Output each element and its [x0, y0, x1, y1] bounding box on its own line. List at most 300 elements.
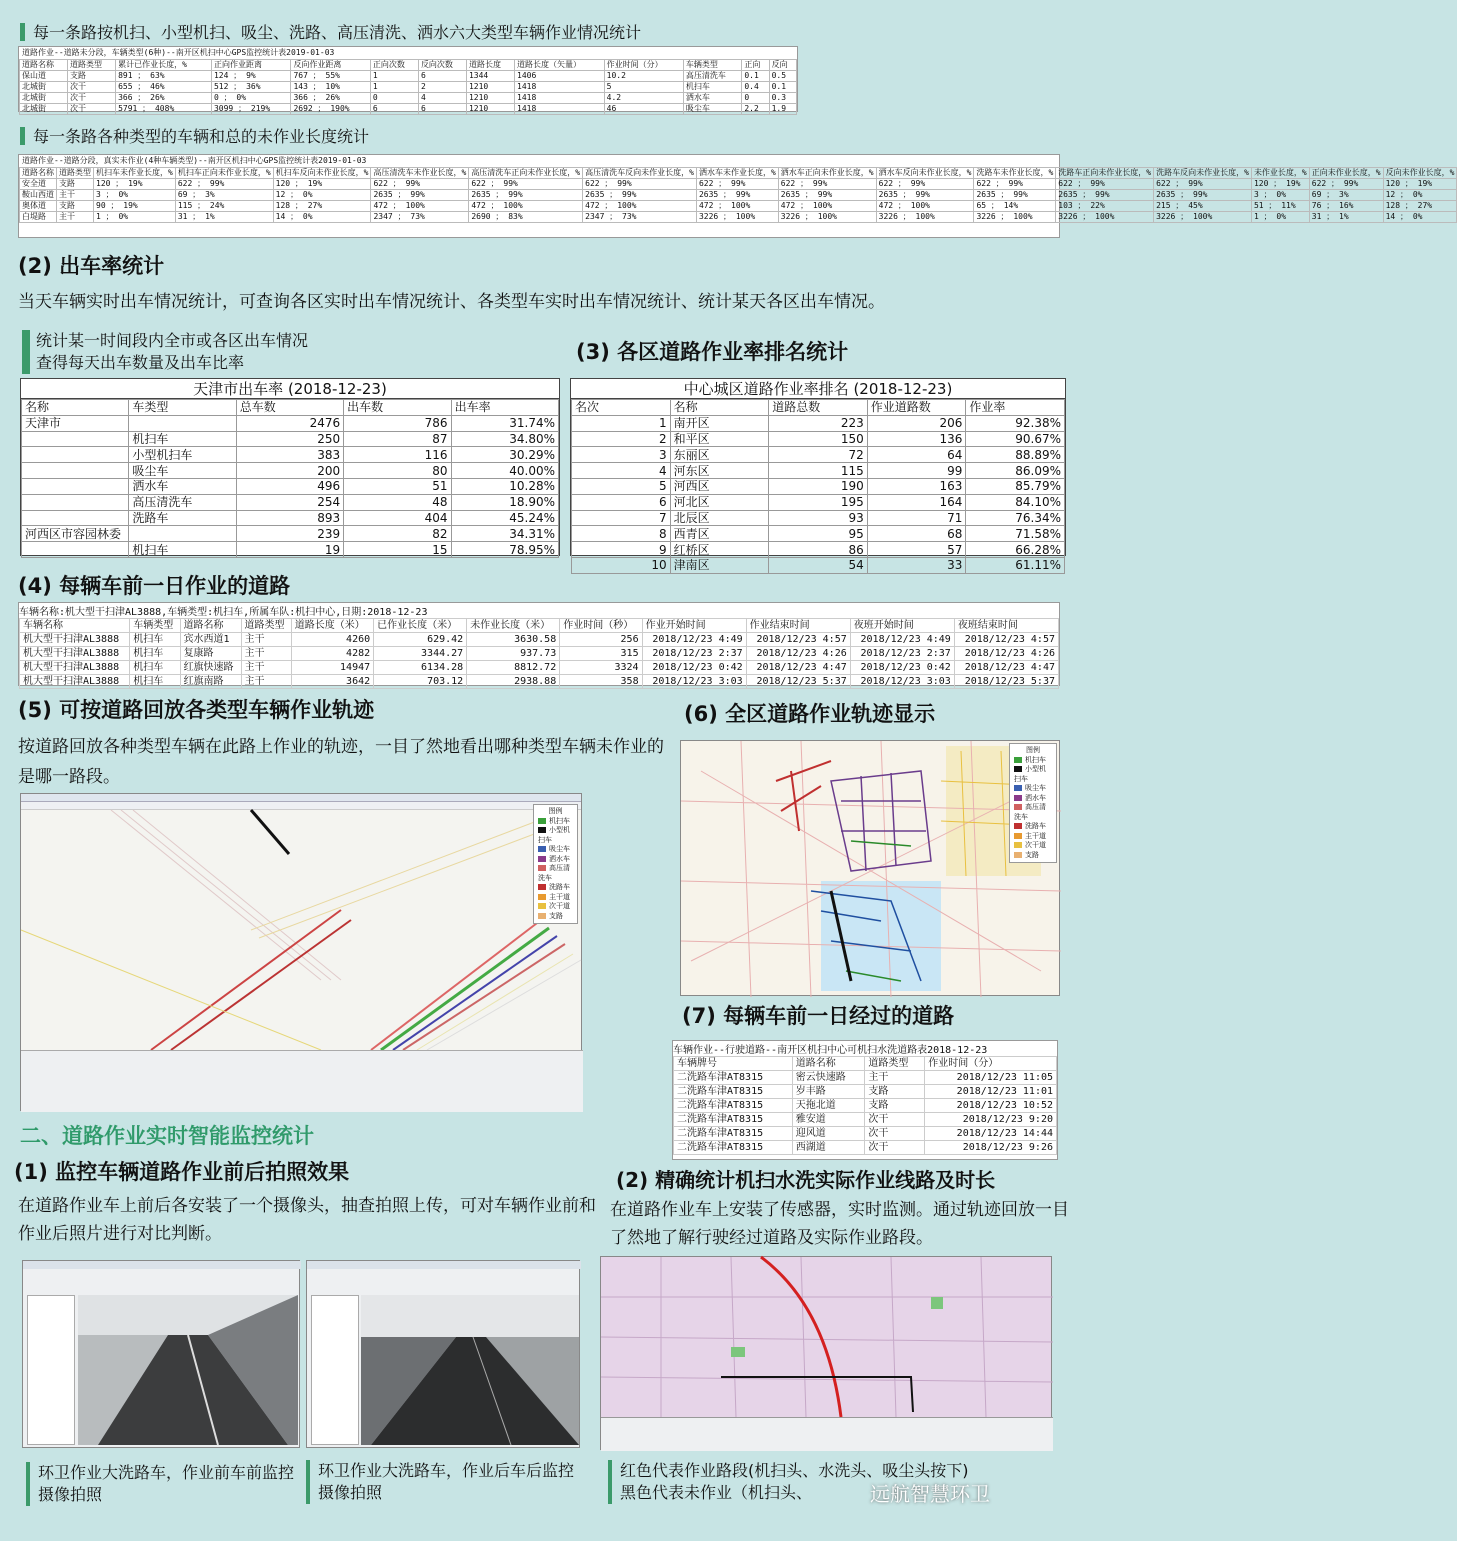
table-cell: 2018/12/23 4:49: [642, 633, 746, 647]
table-cell: 机扫车: [130, 675, 180, 689]
table-cell: 124 ； 9%: [211, 71, 290, 82]
table-cell: 1210: [466, 104, 514, 115]
top-heading-1: [20, 20, 641, 43]
table-cell: 19: [236, 542, 343, 558]
table-cell: 6: [370, 104, 418, 115]
table-cell: 51: [344, 478, 451, 494]
table-cell: 天津市: [22, 415, 129, 431]
section-5-text: 按道路回放各种类型车辆在此路上作业的轨迹，一目了然地看出哪种类型车辆未作业的是哪一路段。: [18, 737, 664, 787]
table-cell: 1418: [515, 93, 605, 104]
table-cell: 红旗快速路: [180, 661, 241, 675]
table-cell: 622 ； 99%: [974, 179, 1056, 190]
caption-marker: [608, 1460, 612, 1504]
table-row: [20, 93, 797, 104]
data-table: [673, 1056, 1057, 1155]
legend-swatch: [1014, 766, 1022, 772]
table-cell: 吸尘车: [683, 104, 741, 115]
table-cell: 937.73: [467, 647, 560, 661]
caption-marker: [26, 1462, 30, 1506]
table-cell: 支路: [865, 1099, 925, 1113]
heading-marker: [20, 23, 25, 41]
table-cell: 洗路车: [129, 510, 236, 526]
table-cell: 主干: [241, 633, 291, 647]
table-cell: 85.79%: [966, 478, 1065, 494]
table-row: [674, 1099, 1057, 1113]
table-cell: 出车数: [344, 400, 451, 416]
table-cell: 机扫车: [683, 82, 741, 93]
table-row: [22, 463, 559, 479]
legend-swatch: [538, 884, 546, 890]
table-cell: 3226 ； 100%: [1154, 212, 1252, 223]
data-table: [19, 167, 1457, 223]
legend-label: 洗路车: [549, 883, 570, 891]
table-cell: 1210: [466, 93, 514, 104]
table-cell: 3 ； 0%: [94, 190, 176, 201]
caption-marker: [306, 1460, 310, 1504]
table-cell: 5: [572, 478, 671, 494]
table-cell: 215 ； 45%: [1154, 201, 1252, 212]
table-cell: 4: [572, 463, 671, 479]
table-cell: 31 ； 1%: [175, 212, 273, 223]
table-header-row: [572, 400, 1065, 416]
table-cell: 383: [236, 447, 343, 463]
table-cell: 0.5: [769, 71, 796, 82]
caption-red-line: 红色代表作业路段(机扫头、水洗头、吸尘头按下): [620, 1461, 969, 1480]
table-cell: 道路名称: [792, 1057, 865, 1071]
table-row: [22, 494, 559, 510]
table-cell: 12 ； 0%: [1383, 190, 1457, 201]
table-cell: 366 ； 26%: [291, 93, 370, 104]
window-titlebar: [21, 794, 581, 802]
table-cell: 90 ； 19%: [94, 201, 176, 212]
table-row: [674, 1113, 1057, 1127]
table-cell: 2018/12/23 9:26: [925, 1141, 1057, 1155]
legend-swatch: [538, 865, 546, 871]
table-cell: 主干: [241, 675, 291, 689]
table-cell: 2635 ； 99%: [1056, 190, 1154, 201]
table-cell: 65 ； 14%: [974, 201, 1056, 212]
monitor-photo-title: (1) 监控车辆道路作业前后拍照效果: [14, 1160, 350, 1184]
section-2-title: (2) 出车率统计: [18, 254, 165, 278]
table-cell: 30.29%: [451, 447, 558, 463]
table-cell: 迎风道: [792, 1127, 865, 1141]
table-cell: 主干: [241, 647, 291, 661]
table-cell: 道路类型: [57, 168, 94, 179]
table-cell: 已作业长度（米）: [374, 619, 467, 633]
table-cell: 作业率: [966, 400, 1065, 416]
table-cell: 164: [867, 494, 966, 510]
table-cell: 道路名称: [180, 619, 241, 633]
table-cell: 7: [572, 510, 671, 526]
table-cell: 北城街: [20, 104, 68, 115]
road-work-table: [18, 46, 798, 112]
table-cell: 128 ； 27%: [1383, 201, 1457, 212]
table-cell: 703.12: [374, 675, 467, 689]
table-row: [20, 675, 1059, 689]
table-cell: 1: [370, 82, 418, 93]
table-cell: 机扫车: [130, 647, 180, 661]
legend-swatch: [1014, 852, 1022, 858]
table-cell: 道路长度（矢量）: [515, 60, 605, 71]
table-cell: 48: [344, 494, 451, 510]
table-cell: 机大型干扫津AL3888: [20, 647, 130, 661]
legend-swatch: [538, 903, 546, 909]
table-cell: 支路: [68, 71, 116, 82]
table-cell: 2018/12/23 3:03: [850, 675, 954, 689]
table-cell: 2692 ； 190%: [291, 104, 370, 115]
table-cell: 0.4: [742, 82, 769, 93]
window-titlebar: [307, 1261, 581, 1269]
table-cell: 安全道: [20, 179, 57, 190]
table-cell: 道路总数: [769, 400, 868, 416]
table-cell: 正向未作业长度，%: [1309, 168, 1383, 179]
legend-label: 高压清洗车: [538, 864, 570, 882]
table-cell: 主干: [865, 1071, 925, 1085]
table-cell: 150: [769, 431, 868, 447]
table-cell: 2018/12/23 4:26: [746, 647, 850, 661]
table-cell: 1406: [515, 71, 605, 82]
table-cell: 6134.28: [374, 661, 467, 675]
table-cell: 机扫车: [130, 661, 180, 675]
table-cell: 3344.27: [374, 647, 467, 661]
table-cell: 78.95%: [451, 542, 558, 558]
table-cell: 72: [769, 447, 868, 463]
table-cell: 115: [769, 463, 868, 479]
table-row: [674, 1071, 1057, 1085]
table-cell: 629.42: [374, 633, 467, 647]
table-cell: 786: [344, 415, 451, 431]
table-cell: 136: [867, 431, 966, 447]
legend-label: 次干道: [1025, 841, 1046, 849]
table-cell: 次干: [865, 1113, 925, 1127]
table-cell: 120 ； 19%: [94, 179, 176, 190]
table-cell: 河西区市容园林委: [22, 526, 129, 542]
table-cell: 92.38%: [966, 415, 1065, 431]
table-cell: 2: [418, 82, 466, 93]
table-cell: 2635 ； 99%: [1154, 190, 1252, 201]
table-cell: 未作业长度，%: [1251, 168, 1309, 179]
table-cell: 夜班开始时间: [850, 619, 954, 633]
table-cell: 二洗路车津AT8315: [674, 1141, 793, 1155]
table-cell: 99: [867, 463, 966, 479]
table-cell: 作业时间（分）: [925, 1057, 1057, 1071]
table-cell: 2635 ； 99%: [876, 190, 974, 201]
table-cell: 洗路车正向未作业长度，%: [1056, 168, 1154, 179]
table-cell: 128 ； 27%: [273, 201, 371, 212]
table-cell: 次干: [68, 93, 116, 104]
table-cell: 8812.72: [467, 661, 560, 675]
after-work-camera-shot: [306, 1260, 580, 1448]
table-row: [572, 526, 1065, 542]
table-cell: 天拖北道: [792, 1099, 865, 1113]
legend-label: 洒水车: [549, 854, 570, 863]
table-cell: 2635 ； 99%: [778, 190, 876, 201]
table-cell: 作业开始时间: [642, 619, 746, 633]
table-cell: 车辆牌号: [674, 1057, 793, 1071]
table-header-row: [20, 60, 797, 71]
table-cell: 车辆类型: [683, 60, 741, 71]
table-cell: 作业道路数: [867, 400, 966, 416]
table-cell: 31.74%: [451, 415, 558, 431]
table-cell: 120 ； 19%: [273, 179, 371, 190]
legend-item: [1014, 794, 1052, 804]
data-table: [21, 399, 559, 558]
table-cell: 作业结束时间: [746, 619, 850, 633]
table-cell: 622 ； 99%: [778, 179, 876, 190]
table-cell: 次干: [68, 82, 116, 93]
table-cell: 反向: [769, 60, 796, 71]
table-cell: 2018/12/23 5:37: [954, 675, 1058, 689]
legend-swatch: [538, 818, 546, 824]
table-cell: 0.1: [769, 82, 796, 93]
section-6-title: (6) 全区道路作业轨迹显示: [684, 702, 936, 726]
table-cell: 120 ； 19%: [1251, 179, 1309, 190]
table-cell: 1344: [466, 71, 514, 82]
table-cell: 14 ； 0%: [1383, 212, 1457, 223]
section-4-title: (4) 每辆车前一日作业的道路: [18, 574, 291, 598]
table-cell: 2: [572, 431, 671, 447]
table-cell: 高压清洗车反向未作业长度，%: [583, 168, 697, 179]
table-cell: 66.28%: [966, 542, 1065, 558]
window-titlebar: [23, 1261, 301, 1269]
table-cell: 34.80%: [451, 431, 558, 447]
legend-swatch: [538, 913, 546, 919]
table-row: [20, 661, 1059, 675]
legend-item: [1014, 832, 1052, 842]
track-playback-canvas: [601, 1257, 1053, 1417]
table-row: [20, 82, 797, 93]
precise-stats-title: (2) 精确统计机扫水洗实际作业线路及时长: [616, 1168, 996, 1192]
table-cell: 472 ； 100%: [696, 201, 778, 212]
table-row: [20, 190, 1457, 201]
table-cell: 4: [418, 93, 466, 104]
table-cell: 14 ； 0%: [273, 212, 371, 223]
table-cell: 40.00%: [451, 463, 558, 479]
legend-swatch: [1014, 833, 1022, 839]
photo-list[interactable]: [311, 1295, 359, 1445]
legend-item: [538, 845, 573, 855]
table-cell: 和平区: [670, 431, 769, 447]
table-cell: 195: [769, 494, 868, 510]
table-cell: 道路类型: [865, 1057, 925, 1071]
table-cell: 163: [867, 478, 966, 494]
table-cell: 120 ； 19%: [1383, 179, 1457, 190]
table-cell: 3: [572, 447, 671, 463]
data-table: [19, 618, 1059, 689]
table-cell: [22, 542, 129, 558]
table-row: [22, 447, 559, 463]
table-row: [572, 431, 1065, 447]
legend-item: [1014, 803, 1052, 822]
table-cell: [129, 415, 236, 431]
table-cell: 622 ； 99%: [1056, 179, 1154, 190]
table-cell: 1.9: [769, 104, 796, 115]
table-cell: 84.10%: [966, 494, 1065, 510]
table-cell: 总车数: [236, 400, 343, 416]
legend-label: 洗路车: [1025, 822, 1046, 830]
precise-stats-text: 在道路作业车上安装了传感器，实时监测。通过轨迹回放一目了然地了解行驶经过道路及实际作业路段。: [610, 1200, 1069, 1248]
table-cell: 1210: [466, 82, 514, 93]
table-cell: 机扫车反向未作业长度，%: [273, 168, 371, 179]
table-cell: [129, 526, 236, 542]
table-cell: 8: [572, 526, 671, 542]
vehicle-passed-roads-table: [672, 1040, 1058, 1160]
legend-label: 次干道: [549, 902, 570, 910]
sub-text-block: [36, 330, 308, 374]
legend-label: 吸尘车: [549, 845, 570, 853]
table-cell: 道路类型: [68, 60, 116, 71]
table-caption: 道路作业--道路未分段，车辆类型(6种)--南开区机扫中心GPS监控统计表2019-01-03: [22, 48, 335, 57]
legend-label: 主干道: [1025, 831, 1046, 840]
table-cell: 33: [867, 557, 966, 573]
table-cell: 2635 ； 99%: [696, 190, 778, 201]
table-header-row: [22, 400, 559, 416]
photo-list[interactable]: [27, 1295, 75, 1445]
playback-controls[interactable]: [21, 1050, 583, 1112]
map-legend: [1009, 743, 1057, 863]
table-row: [22, 526, 559, 542]
legend-item: [1014, 784, 1052, 794]
district-ranking-table: [570, 378, 1066, 573]
table-cell: 洒水车: [683, 93, 741, 104]
table-cell: 道路名称: [20, 60, 68, 71]
legend-item: [1014, 841, 1052, 851]
table-cell: 1: [370, 71, 418, 82]
legend-label: 小型机扫车: [1014, 765, 1046, 783]
table-cell: 622 ； 99%: [696, 179, 778, 190]
table-cell: 机大型干扫津AL3888: [20, 633, 130, 647]
heading-marker: [20, 127, 25, 145]
table-cell: 3226 ； 100%: [778, 212, 876, 223]
table-cell: 道路类型: [241, 619, 291, 633]
legend-swatch: [1014, 823, 1022, 829]
table-cell: 893: [236, 510, 343, 526]
table-cell: 道路长度: [466, 60, 514, 71]
caption-after: 环卫作业大洗路车，作业后车后监控摄像拍照: [306, 1460, 576, 1504]
legend-item: [1014, 822, 1052, 832]
table-cell: 二洗路车津AT8315: [674, 1071, 793, 1085]
table-cell: 累计已作业长度，%: [116, 60, 212, 71]
table-cell: 3 ； 0%: [1251, 190, 1309, 201]
table-cell: 4282: [291, 647, 373, 661]
table-cell: 2018/12/23 4:57: [954, 633, 1058, 647]
table-cell: 95: [769, 526, 868, 542]
table-cell: 496: [236, 478, 343, 494]
table-cell: 80: [344, 463, 451, 479]
table-cell: 正向: [742, 60, 769, 71]
legend-label: 支路: [549, 911, 563, 920]
caption-track: [608, 1460, 1058, 1504]
table-cell: 1418: [515, 82, 605, 93]
table-cell: 2476: [236, 415, 343, 431]
table-cell: 472 ； 100%: [876, 201, 974, 212]
table-cell: 0: [742, 93, 769, 104]
table-cell: 道路长度（米）: [291, 619, 373, 633]
table-cell: 2018/12/23 2:37: [850, 647, 954, 661]
table-cell: 二洗路车津AT8315: [674, 1085, 793, 1099]
table-cell: 支路: [865, 1085, 925, 1099]
table-cell: 2635 ； 99%: [469, 190, 583, 201]
section-3-title: (3) 各区道路作业率排名统计: [576, 340, 849, 364]
table-cell: 河东区: [670, 463, 769, 479]
table-cell: 1 ； 0%: [94, 212, 176, 223]
table-cell: 57: [867, 542, 966, 558]
table-cell: 93: [769, 510, 868, 526]
legend-swatch: [1014, 757, 1022, 763]
legend-item: [1014, 756, 1052, 766]
table-cell: 143 ； 10%: [291, 82, 370, 93]
table-cell: 69 ； 3%: [1309, 190, 1383, 201]
table-cell: 18.90%: [451, 494, 558, 510]
table-cell: 机大型干扫津AL3888: [20, 675, 130, 689]
table-cell: 0: [370, 93, 418, 104]
table-cell: 东丽区: [670, 447, 769, 463]
table-cell: 2018/12/23 10:52: [925, 1099, 1057, 1113]
table-cell: 反向未作业长度，%: [1383, 168, 1457, 179]
table-cell: 支路: [57, 201, 94, 212]
unworked-length-table: [18, 154, 1455, 238]
table-row: [22, 542, 559, 558]
table-cell: 红桥区: [670, 542, 769, 558]
table-cell: 472 ； 100%: [371, 201, 469, 212]
table-cell: 机扫车: [129, 431, 236, 447]
table-row: [572, 463, 1065, 479]
legend-title: 图例: [1026, 746, 1040, 754]
table-cell: 名次: [572, 400, 671, 416]
table-cell: 103 ； 22%: [1056, 201, 1154, 212]
legend-label: 支路: [1025, 850, 1039, 859]
table-header-row: [674, 1057, 1057, 1071]
table-cell: 3324: [560, 661, 642, 675]
table-cell: 反向次数: [418, 60, 466, 71]
legend-item: [538, 864, 573, 883]
table-cell: 115 ； 24%: [175, 201, 273, 212]
table-cell: 358: [560, 675, 642, 689]
table-cell: 2018/12/23 4:57: [746, 633, 850, 647]
legend-swatch: [1014, 795, 1022, 801]
table-caption: 车辆作业--行驶道路--南开区机扫中心可机扫水洗道路表2018-12-23: [673, 1045, 988, 1056]
table-cell: 北城街: [20, 82, 68, 93]
table-cell: 1418: [515, 104, 605, 115]
table-header-row: [20, 168, 1457, 179]
table-row: [20, 104, 797, 115]
table-cell: 洗路车反向未作业长度，%: [1154, 168, 1252, 179]
data-table: [19, 59, 797, 115]
table-cell: 6: [418, 71, 466, 82]
table-cell: 86.09%: [966, 463, 1065, 479]
table-row: [572, 494, 1065, 510]
table-cell: 71.58%: [966, 526, 1065, 542]
table-cell: 奥体道: [20, 201, 57, 212]
watermark: 远航智慧环卫: [870, 1482, 990, 1506]
table-cell: 3226 ； 100%: [876, 212, 974, 223]
table-cell: 河北区: [670, 494, 769, 510]
table-cell: 道路名称: [20, 168, 57, 179]
table-cell: [22, 463, 129, 479]
table-row: [20, 647, 1059, 661]
table-cell: 76 ； 16%: [1309, 201, 1383, 212]
table-cell: 河西区: [670, 478, 769, 494]
playback-controls[interactable]: [601, 1417, 1053, 1451]
table-cell: 夜班结束时间: [954, 619, 1058, 633]
table-cell: 86: [769, 542, 868, 558]
legend-label: 吸尘车: [1025, 784, 1046, 792]
table-cell: [22, 447, 129, 463]
legend-label: 洒水车: [1025, 793, 1046, 802]
table-cell: 404: [344, 510, 451, 526]
legend-label: 高压清洗车: [1014, 803, 1046, 821]
table-cell: 主干: [57, 212, 94, 223]
